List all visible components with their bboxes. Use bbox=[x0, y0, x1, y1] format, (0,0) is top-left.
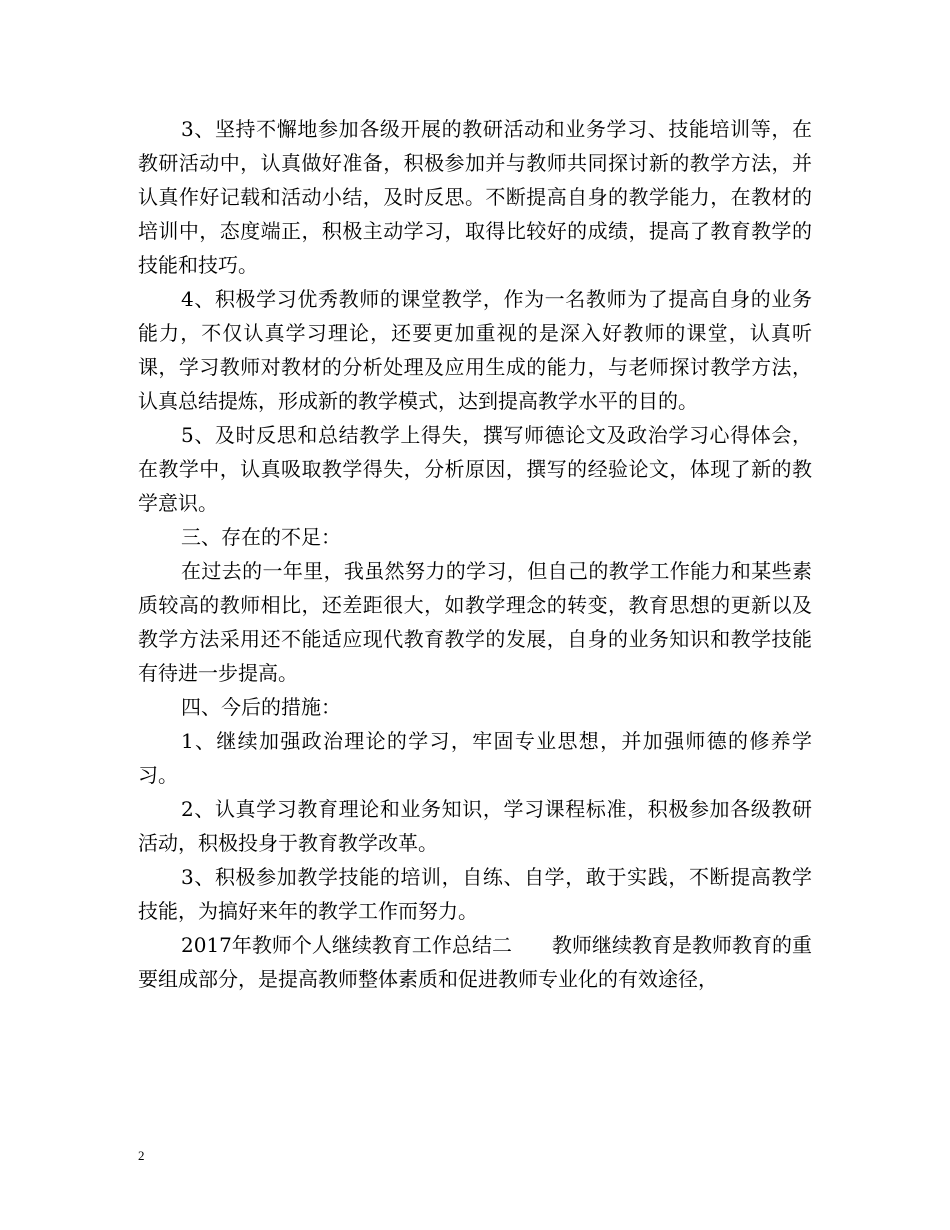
paragraph-measure-2: 2、认真学习教育理论和业务知识，学习课程标准，积极参加各级教研活动，积极投身于教育教学改革。 bbox=[138, 797, 812, 855]
paragraph-shortcomings: 在过去的一年里，我虽然努力的学习，但自己的教学工作能力和某些素质较高的教师相比，还差距很大，如教学理念的转变，教育思想的更新以及教学方法采用还不能适应现代教育教学的发展，自身的业务知识和教学技能有待进一步提高。 bbox=[138, 559, 812, 685]
paragraph-item-5-reflection: 5、及时反思和总结教学上得失，撰写师德论文及政治学习心得体会，在教学中，认真吸取教学得失，分析原因，撰写的经验论文，体现了新的教学意识。 bbox=[138, 423, 812, 515]
section-heading-shortcomings: 三、存在的不足： bbox=[181, 525, 341, 549]
paragraph-measure-3: 3、积极参加教学技能的培训，自练、自学，敢于实践，不断提高教学技能，为搞好来年的教学工作而努力。 bbox=[138, 865, 812, 923]
paragraph-item-3-research: 3、坚持不懈地参加各级开展的教研活动和业务学习、技能培训等，在教研活动中，认真做好准备，积极参加并与教师共同探讨新的教学方法，并认真作好记载和活动小结，及时反思。不断提高自身的教学能力，在教材的培训中，态度端正，积极主动学习，取得比较好的成绩，提高了教育教学的技能和技巧。 bbox=[138, 117, 812, 277]
paragraph-summary-two: 2017年教师个人继续教育工作总结二 教师继续教育是教师教育的重要组成部分，是提高教师整体素质和促进教师专业化的有效途径， bbox=[138, 933, 812, 991]
section-heading-measures: 四、今后的措施： bbox=[181, 695, 341, 719]
document-body bbox=[138, 112, 812, 996]
paragraph-item-4-classroom: 4、积极学习优秀教师的课堂教学，作为一名教师为了提高自身的业务能力，不仅认真学习理论，还要更加重视的是深入好教师的课堂，认真听课，学习教师对教材的分析处理及应用生成的能力，与老师探讨教学方法，认真总结提炼，形成新的教学模式，达到提高教学水平的目的。 bbox=[138, 287, 812, 413]
paragraph-measure-1: 1、继续加强政治理论的学习，牢固专业思想，并加强师德的修养学习。 bbox=[138, 729, 812, 787]
page-number: 2 bbox=[138, 1148, 145, 1163]
